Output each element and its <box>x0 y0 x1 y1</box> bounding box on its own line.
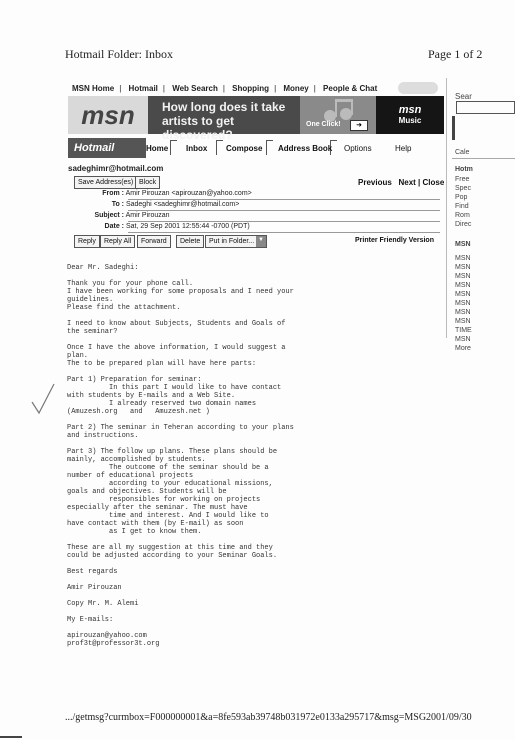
tab-inbox[interactable]: Inbox <box>186 144 208 153</box>
tab-help[interactable]: Help <box>395 144 412 153</box>
save-address-button[interactable]: Save Address(es) <box>74 176 137 189</box>
put-in-folder-value: Put in Folder... <box>209 238 255 245</box>
sidebar-hot-item[interactable]: Find <box>455 203 469 210</box>
close-link[interactable]: Close <box>422 178 445 187</box>
msn-butterfly-icon <box>398 82 438 94</box>
music-label: Music <box>398 116 422 125</box>
topnav-people-chat[interactable]: People & Chat <box>323 84 378 93</box>
topnav-web-search[interactable]: Web Search <box>172 84 218 93</box>
sidebar-hot-item[interactable]: Pop <box>455 194 468 201</box>
divider <box>128 199 440 200</box>
divider <box>128 232 440 233</box>
topnav-hotmail[interactable]: Hotmail <box>128 84 158 93</box>
divider <box>0 736 22 738</box>
divider <box>128 221 440 222</box>
put-in-folder-select[interactable] <box>205 235 267 248</box>
topnav-money[interactable]: Money <box>283 84 309 93</box>
tab-options[interactable]: Options <box>344 144 372 153</box>
msn-logo[interactable]: msn <box>68 96 148 134</box>
date-label: Date : <box>104 223 124 230</box>
date-row <box>64 223 250 230</box>
msn-music-logo[interactable] <box>376 96 444 134</box>
divider <box>452 158 515 159</box>
scrollbar[interactable] <box>452 116 455 140</box>
arrow-right-icon[interactable]: ➜ <box>350 120 368 131</box>
sidebar-msn-item[interactable]: MSN <box>455 273 471 280</box>
block-button[interactable]: Block <box>135 176 160 189</box>
sidebar-msn-label: MSN <box>455 241 471 248</box>
sidebar-msn-item[interactable]: TIME <box>455 327 472 334</box>
subject-value: Amir Pirouzan <box>125 212 170 219</box>
from-label: From : <box>102 190 124 197</box>
one-click-label: One Click! <box>306 121 341 128</box>
from-row <box>64 190 252 197</box>
ad-text[interactable]: How long does it take artists to get discovered? <box>148 96 300 134</box>
sidebar-msn-item[interactable]: More <box>455 345 471 352</box>
sidebar-hot-list <box>455 175 471 229</box>
nav-separator: | <box>418 178 421 187</box>
from-value[interactable]: Amir Pirouzan <apirouzan@yahoo.com> <box>125 190 252 197</box>
previous-link[interactable]: Previous <box>358 178 392 187</box>
sidebar-msn-item[interactable]: MSN <box>455 336 471 343</box>
sidebar-hot-item[interactable]: Rom <box>455 212 470 219</box>
chevron-down-icon: ▼ <box>256 236 266 247</box>
to-label: To : <box>111 201 124 208</box>
tab-divider <box>266 140 273 155</box>
page-title: Hotmail Folder: Inbox <box>65 47 173 61</box>
message-body: Dear Mr. Sadeghi: Thank you for your phone call. I have been working for some proposals and I need your guidelines. Please find the attachment. I need to know about Subjects, Students and Goals of the seminar? Once I have the above information, I would suggest a plan. The to be prepared plan will have here parts: Part 1) Preparation for seminar: In this part I would like to have contact with students by E-mails and a Web Site. I already reserved two domain names (Amuzesh.org and Amuzesh.net ) Part 2) The seminar in Teheran according to your plans and instructions. Part 3) The follow up plans. These plans should be mainly, accomplished by students. The outcome of the seminar should be a number of educational projects according to your educational missions, goals and objectives. Students will be responsibles for working on projects especially after the seminar. The must have time and interest. And I would like to have contact with them (by E-mail) as soon as I get to know them. These are all my suggestion at this time and they could be adjusted according to your Seminar Goals. Best regards Amir Pirouzan Copy Mr. M. Alemi My E-mails: apirouzan@yahoo.com prof3t@professor3t.org <box>67 264 294 648</box>
sidebar-hotmail-label: Hotm <box>455 166 473 173</box>
date-value: Sat, 29 Sep 2001 12:55:44 -0700 (PDT) <box>125 223 250 230</box>
sidebar-msn-item[interactable]: MSN <box>455 282 471 289</box>
to-value[interactable]: Sadeghi <sadeghimr@hotmail.com> <box>125 201 240 208</box>
sidebar-search-label: Sear <box>455 92 472 101</box>
reply-all-button[interactable]: Reply All <box>100 235 135 248</box>
msn-top-nav: MSN Home | Hotmail | Web Search | Shopping | Money | People & Chat <box>72 84 378 93</box>
sidebar-msn-item[interactable]: MSN <box>455 264 471 271</box>
reply-button[interactable]: Reply <box>74 235 100 248</box>
hotmail-tab-bar <box>68 138 444 160</box>
tab-home[interactable]: Home <box>146 144 169 153</box>
sidebar-hot-item[interactable]: Direc <box>455 221 472 228</box>
check-mark-icon <box>28 382 58 416</box>
sidebar-msn-item[interactable]: MSN <box>455 318 471 325</box>
forward-button[interactable]: Forward <box>137 235 171 248</box>
tab-compose[interactable]: Compose <box>226 144 263 153</box>
sidebar-calendar-label: Cale <box>455 149 470 156</box>
subject-label: Subject : <box>94 212 124 219</box>
sidebar-msn-item[interactable]: MSN <box>455 291 471 298</box>
next-link[interactable]: Next <box>398 178 416 187</box>
tab-address-book[interactable]: Address Book <box>278 144 333 153</box>
sidebar-hot-item[interactable]: Spec <box>455 185 471 192</box>
sidebar-divider <box>446 78 447 338</box>
message-nav <box>358 178 444 187</box>
sidebar-msn-item[interactable]: MSN <box>455 255 471 262</box>
topnav-shopping[interactable]: Shopping <box>232 84 270 93</box>
sidebar-search-input[interactable] <box>456 101 515 114</box>
sidebar-msn-list <box>455 254 472 353</box>
topnav-msn-home[interactable]: MSN Home <box>72 84 115 93</box>
sidebar-msn-item[interactable]: MSN <box>455 309 471 316</box>
account-email: sadeghimr@hotmail.com <box>68 164 164 173</box>
to-row <box>64 201 239 208</box>
delete-button[interactable]: Delete <box>176 235 204 248</box>
tab-divider <box>170 140 177 155</box>
sidebar-msn-item[interactable]: MSN <box>455 300 471 307</box>
printer-friendly-link[interactable]: Printer Friendly Version <box>355 237 434 244</box>
page-number: Page 1 of 2 <box>428 47 483 61</box>
msn-banner <box>68 96 444 142</box>
music-brand: msn <box>398 104 422 116</box>
sidebar-hot-item[interactable]: Free <box>455 176 470 183</box>
divider <box>128 210 440 211</box>
subject-row <box>64 212 170 219</box>
tab-divider <box>216 140 223 155</box>
hotmail-logo[interactable]: Hotmail <box>68 138 146 158</box>
footer-url: .../getmsg?curmbox=F000000001&a=8fe593ab39748b031972e0133a295717&msg=MSG2001/09/30 <box>65 712 472 723</box>
